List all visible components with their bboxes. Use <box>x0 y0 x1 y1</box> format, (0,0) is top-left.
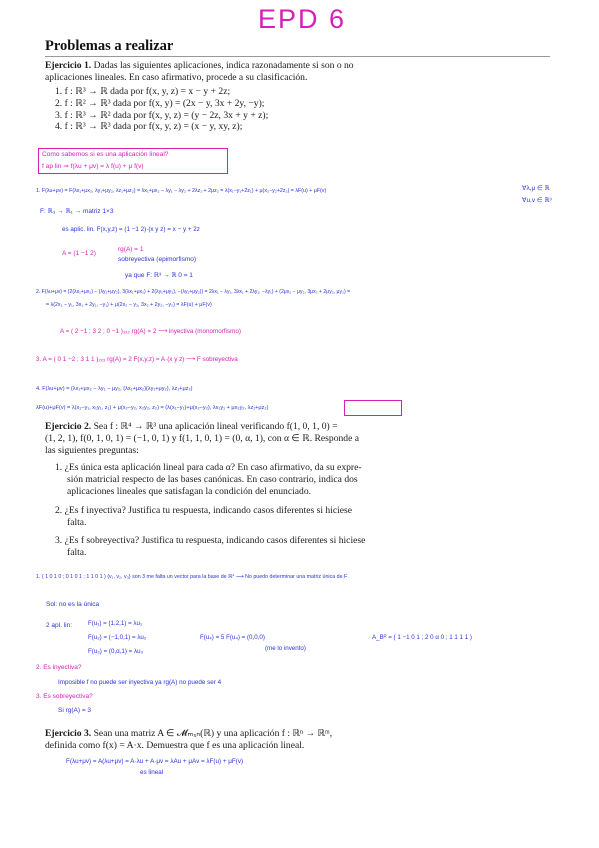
ex2-hand-3f: (me lo invento) <box>265 645 306 652</box>
ex2-intro-line1: Sea f : ℝ⁴ → ℝ³ una aplicación lineal verificando f(1, 0, 1, 0) = <box>93 421 338 432</box>
ex2-intro-line2: (1, 2, 1), f(0, 1, 0, 1) = (−1, 0, 1) y f(1, 1, 0, 1) = (0, α, 1), con α ∈ ℝ. Responde a <box>45 433 360 445</box>
ex2-q2-line2: falta. <box>67 516 87 528</box>
ex2-hand-4: 2. Es inyectiva? <box>36 664 82 671</box>
ex1-hand-4b: rg(A) = 1 <box>118 246 144 253</box>
ex1-item-4: 4. f : ℝ³ → ℝ³ dada por f(x, y, z) = (x − y, xy, z); <box>55 121 243 133</box>
ex2-hand-2: Sol: no es la única <box>46 601 100 608</box>
epd-title: EPD 6 <box>258 4 347 34</box>
ex1-intro-line1: Dadas las siguientes aplicaciones, indica razonadamente si son o no <box>93 60 354 71</box>
ex3-label: Ejercicio 3. <box>45 728 92 739</box>
ex1-items <box>55 86 505 133</box>
section-title: Problemas a realizar <box>45 38 174 54</box>
ex1-hand-12: λF(u)+μF(v) = λ(x₁−y₁, x₁y₁, z₁) + μ(x₂−y₂, x₂y₂, z₂) = (λ(x₁−y₁)+μ(x₂−y₂), λx₁y₁ + μx₂y₂, λz₁+μz₂) <box>36 405 269 411</box>
ex3-intro-line2: definida como f(x) = A·x. Demuestra que f es una aplicación lineal. <box>45 740 305 752</box>
ex1-hand-box <box>344 400 402 416</box>
ex2-intro-line3: las siguientes preguntas: <box>45 445 139 457</box>
ex1-hand-1-right2: ∀u,v ∈ ℝ³ <box>522 197 552 204</box>
ex1-item-3: 3. f : ℝ³ → ℝ² dada por f(x, y, z) = (y − 2z, 3x + y + z); <box>55 109 269 121</box>
ex2-label: Ejercicio 2. <box>45 421 92 432</box>
ex2-q1-line3: aplicaciones lineales que satisfagan la condición del enunciado. <box>67 486 312 498</box>
ex1-hand-1-right1: ∀λ,μ ∈ ℝ <box>522 185 550 192</box>
ex2-hand-6: 3. Es sobreyectiva? <box>36 693 93 700</box>
ex2-q3-line1: 3. ¿Es f sobreyectiva? Justifica tu respuesta, indicando casos diferentes si hiciese <box>55 535 366 547</box>
ex2-q2-line1: 2. ¿Es f inyectiva? Justifica tu respuesta, indicando casos diferentes si hiciese <box>55 504 353 516</box>
ex2-hand-3g: A_Bᴿ = ( 1 −1 0 1 ; 2 0 α 0 ; 1 1 1 1 ) <box>372 634 472 641</box>
ex2-questions <box>55 462 555 559</box>
ex1-hand-11: 4. F(λu+μv) = (λx₁+μx₂ − λy₁ − μy₂, (λx₁+μx₂)(λy₁+μy₂), λz₁+μz₂) <box>36 386 193 392</box>
ex2-intro <box>45 421 555 458</box>
ex3-hand-2: es lineal <box>140 769 164 776</box>
ex1-hand-8: = λ(2x₁ − y₁, 3x₁ + 2y₁, −y₁) + μ(2x₂ − y₂, 3x₂ + 2y₂, −y₂) = λF(u) + μF(v) <box>46 302 212 308</box>
ex2-hand-3b: F(u₁) = (1,2,1) = λu₁ <box>88 620 143 627</box>
ex3-hand-1: F(λu+μv) = A(λu+μv) = A·λu + A·μv = λAu + μAv = λF(u) + μF(v) <box>66 758 244 765</box>
ex1-item-2: 2. f : ℝ² → ℝ³ dada por f(x, y) = (2x − y, 3x + 2y, −y); <box>55 97 265 109</box>
ex2-hand-3c: F(u₂) = (−1,0,1) = λu₂ <box>88 634 147 641</box>
ex1-hand-4a: A = (1 −1 2) <box>62 250 96 257</box>
ex3-intro <box>45 728 555 752</box>
section-rule <box>45 56 550 57</box>
ex2-hand-5: Imposible f no puede ser inyectiva ya rg(A) no puede ser 4 <box>58 679 222 686</box>
box-line2: f ap lin ⇒ f(λu + μv) = λ f(u) + μ f(v) <box>42 163 144 170</box>
ex1-hand-10: 3. A = ( 0 1 −2 ; 3 1 1 )₂ₓ₃ rg(A) = 2 F(x,y,z) = A·(x y z) ⟶ F sobreyectiva <box>36 356 238 363</box>
ex2-q1-line1: 1. ¿Es única esta aplicación lineal para cada α? En caso afirmativo, da su expre- <box>55 462 362 473</box>
ex1-intro <box>45 60 555 84</box>
ex2-hand-7: Si rg(A) = 3 <box>58 707 92 714</box>
ex1-hand-2: F: ℝ₃ → ℝ₁ → matriz 1×3 <box>40 208 114 215</box>
ex1-hand-3: es aplic. lin. F(x,y,z) = (1 −1 2)·(x y z) = x − y + 2z <box>62 226 200 233</box>
ex2-hand-3e: F(u₄) = 5 F(u₄) = (0,0,0) <box>200 634 265 641</box>
ex1-hand-7: 2. F(λu+μv) = (2(λx₁+μx₂) − (λy₁+μy₂), 3(λx₁+μx₂) + 2(λy₁+μy₂), −(λy₁+μy₂)) = 2λx₁ − λy₁, 3λx₁ + 2λy₁, −λy₁) + (2μx₂ − μy₂, 3μx₂ + 2μy₂, μy₂) = <box>36 289 351 295</box>
ex2-hand-3a: 2 apl. lin: <box>46 622 73 629</box>
ex2-hand-1: 1. ( 1 0 1 0 ; 0 1 0 1 ; 1 1 0 1 ) {v₁, v₂, v₃} son 3 me falta un vector para la base de ℝ⁴ ⟶ No puedo determinar una matriz única de F <box>36 574 348 580</box>
ex2-q1-line2: sión matricial respecto de las bases canónicas. En caso contrario, indica dos <box>67 474 358 486</box>
ex3-intro-line1: Sean una matriz A ∈ 𝓜ₘₓₙ(ℝ) y una aplicación f : ℝⁿ → ℝᵐ, <box>93 728 333 739</box>
box-line1: Como sabemos si es una aplicación lineal? <box>42 151 169 158</box>
linearity-definition-box <box>38 148 228 174</box>
ex1-label: Ejercicio 1. <box>45 60 92 71</box>
ex1-intro-line2: aplicaciones lineales. En caso afirmativo, procede a su clasificación. <box>45 72 308 84</box>
ex2-q3-line2: falta. <box>67 547 87 559</box>
ex1-hand-9: A = ( 2 −1 ; 3 2 ; 0 −1 )₃ₓ₂ rg(A) = 2 ⟶ inyectiva (monomorfismo) <box>60 328 241 335</box>
ex1-item-1: 1. f : ℝ³ → ℝ dada por f(x, y, z) = x − y + 2z; <box>55 86 231 97</box>
ex2-hand-3d: F(u₃) = (0,α,1) = λu₃ <box>88 648 144 655</box>
ex1-hand-6: ya que F: ℝ³ → ℝ 0 = 1 <box>125 272 193 279</box>
ex1-hand-5: sobreyectiva (epimorfismo) <box>118 256 197 263</box>
ex1-hand-1: 1. F(λu+μv) = F(λx₁+μx₂, λy₁+μy₂, λz₁+μz₂) = λx₁+μx₂ − λy₁ − λy₂ + 2λz₁ + 2μz₂ = λ(x₁−y₁+2z₁) + μ(x₂−y₂+2z₂) = λF(u) + μF(v) <box>36 188 327 194</box>
